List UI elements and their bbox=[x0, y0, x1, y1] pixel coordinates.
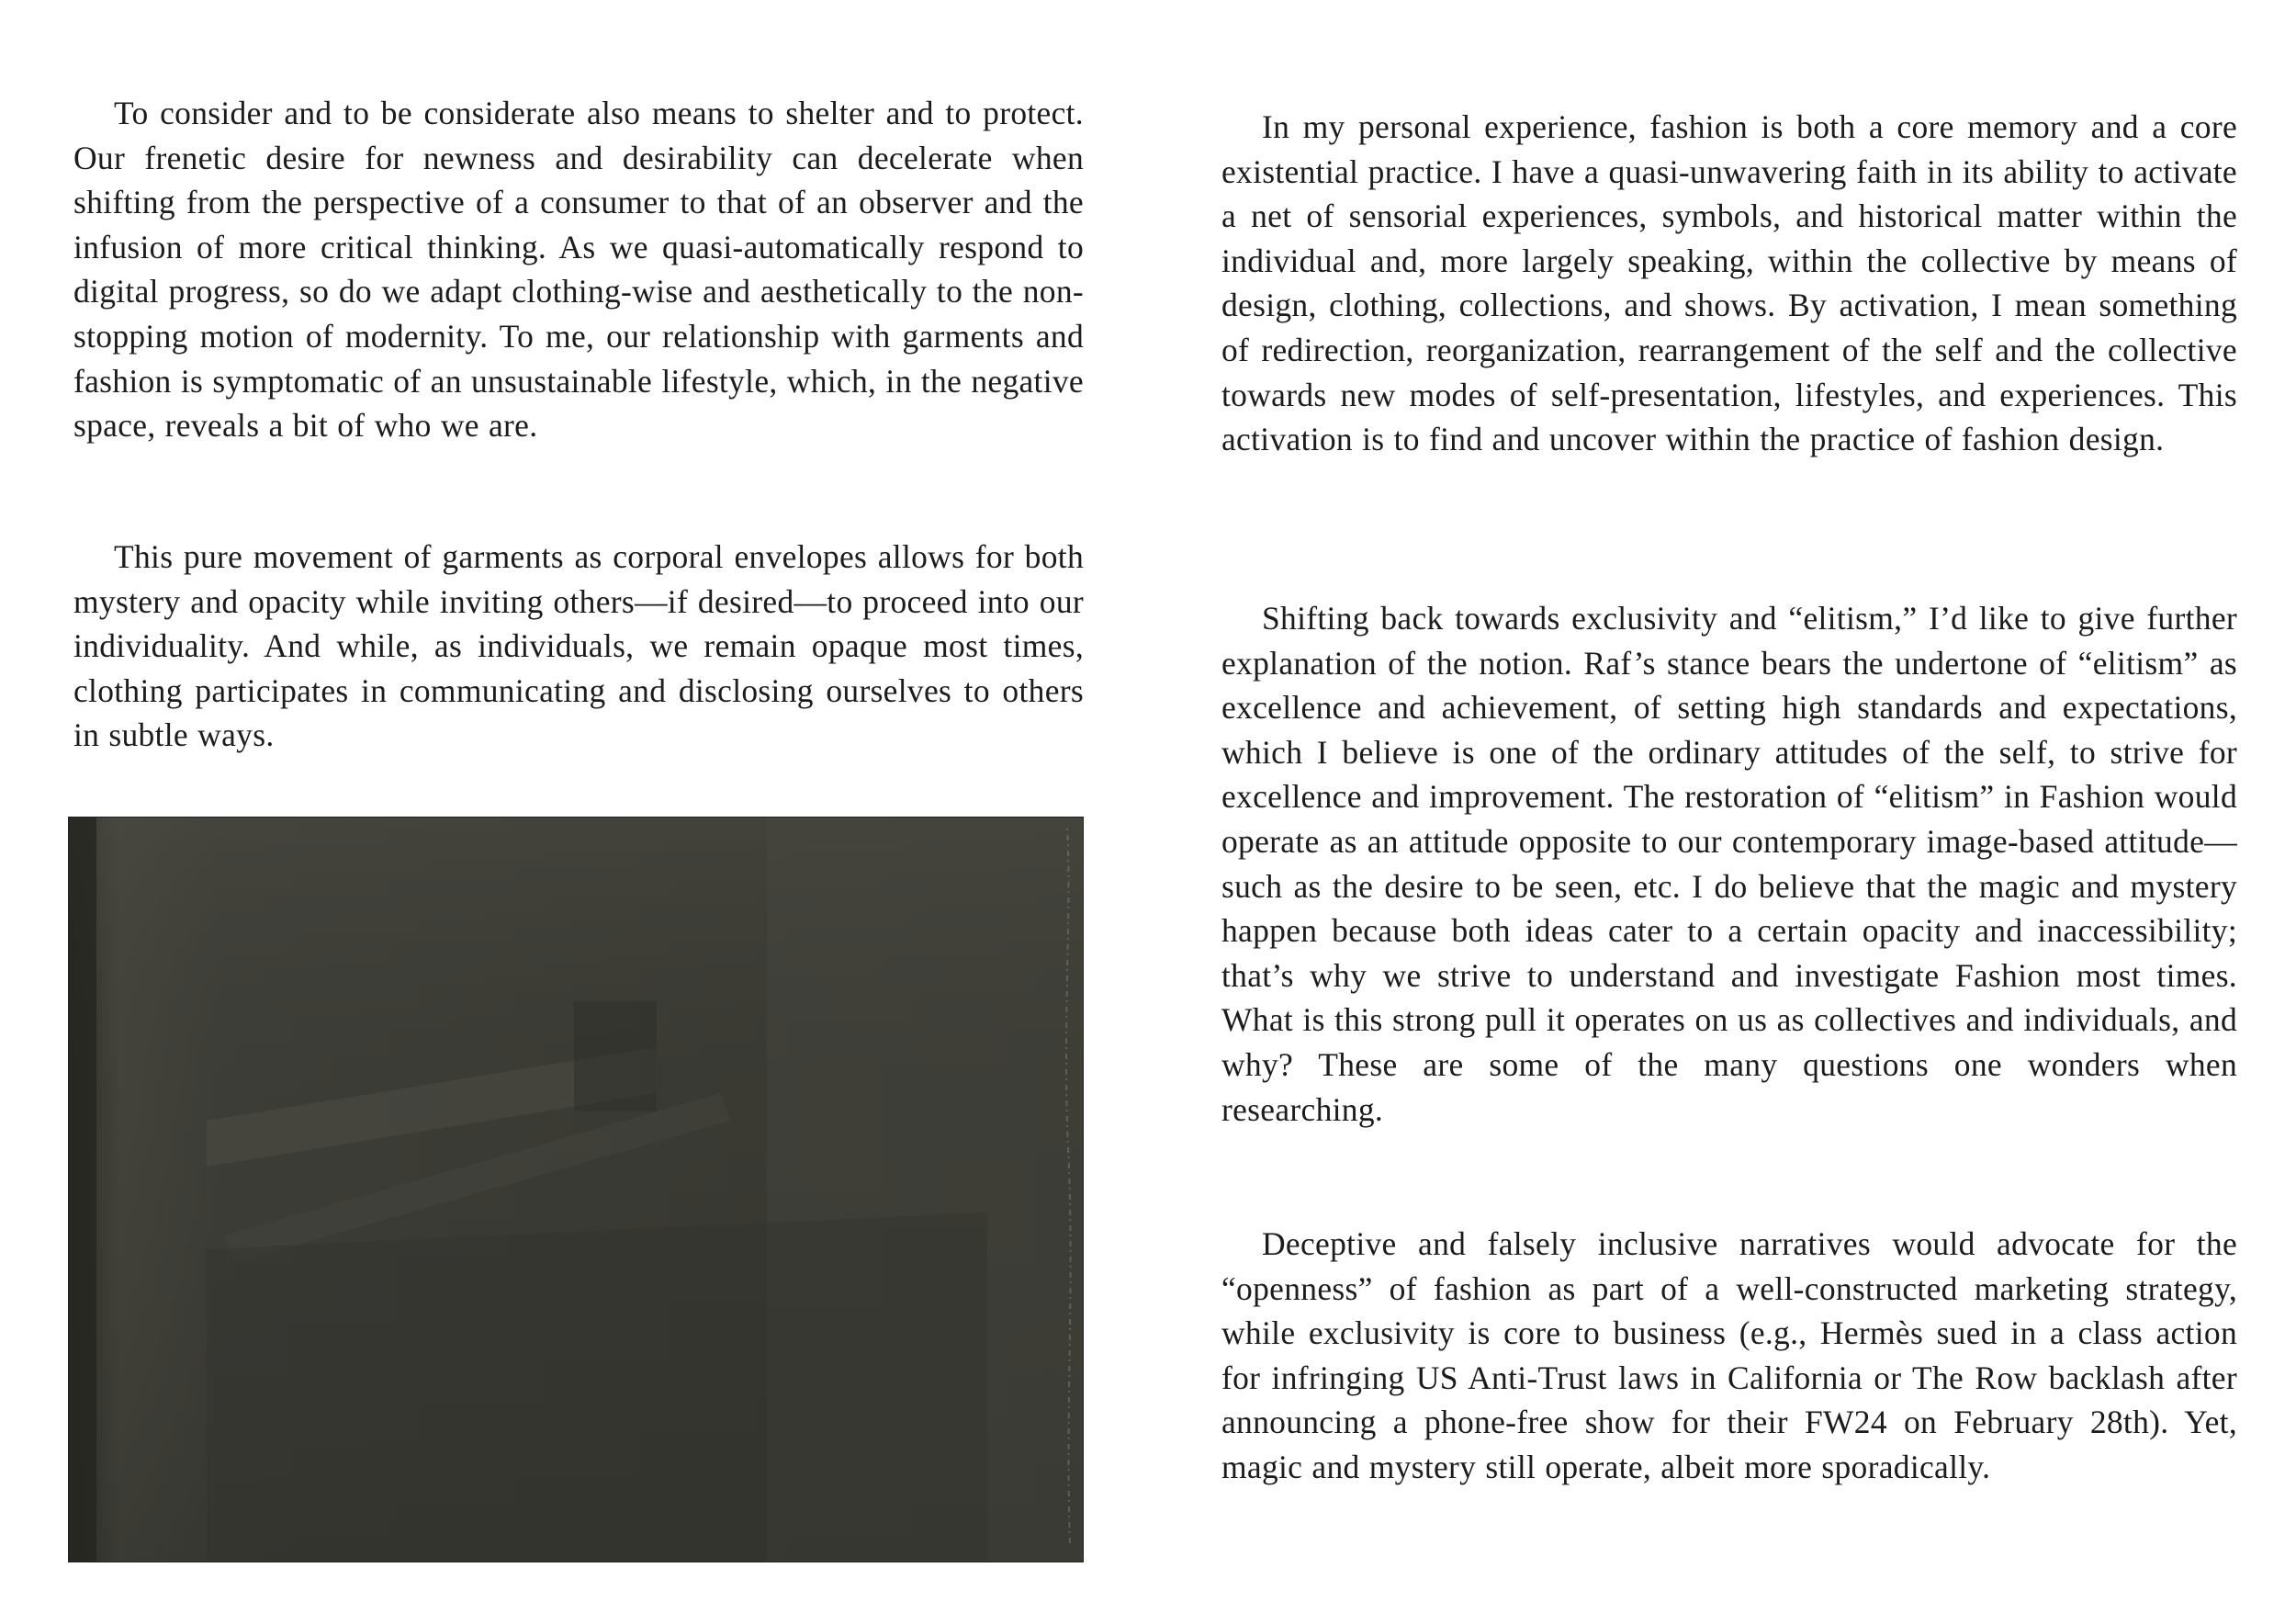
right-paragraph-3: Deceptive and falsely inclusive narratives would advocate for the “openness” of fashion as part of a well-constructed marketing strategy, while exclusivity is core to business (e.g., Hermès sued in a class action for infringing US Anti-Trust laws in California or The Row backlash after announcing a phone-free show for their FW24 on February 28th). Yet, magic and mystery still operate, albeit more sporadically. bbox=[1221, 1225, 2237, 1485]
right-paragraph-2: Shifting back towards exclusivity and “elitism,” I’d like to give further explanation of the notion. Raf’s stance bears the undertone of “elitism” as excellence and achievement, of setting high standards and expectations, which I believe is one of the ordinary attitudes of the self, to strive for excellence and improvement. The restoration of “elitism” in Fashion would operate as an attitude opposite to our contemporary image-based attitude—such as the desire to be seen, etc. I do believe that the magic and mystery happen because both ideas cater to a certain opacity and inaccessibility; that’s why we strive to understand and investigate Fashion most times. What is this strong pull it operates on us as collectives and individuals, and why? These are some of the many questions one wonders when researching. bbox=[1221, 600, 2237, 1128]
dark-photograph bbox=[68, 817, 1084, 1562]
left-paragraph-1: To consider and to be considerate also means to shelter and to protect. Our frenetic desire for newness and desirability can decelerate when shifting from the perspective of a consumer to that of an observer and the infusion of more critical thinking. As we quasi-automatically respond to digital progress, so do we adapt clothing-wise and aesthetically to the non-stopping motion of modernity. To me, our relationship with garments and fashion is symptomatic of an unsustainable lifestyle, which, in the negative space, reveals a bit of who we are. bbox=[73, 95, 1084, 445]
right-paragraph-1: In my personal experience, fashion is both a core memory and a core existential practice. I have a quasi-unwavering faith in its ability to activate a net of sensorial experiences, symbols, and historical matter within the individual and, more largely speaking, within the collective by means of design, clothing, collections, and shows. By activation, I mean something of redirection, reorganization, rearrangement of the self and the collective towards new modes of self-presentation, lifestyles, and experiences. This activation is to find and uncover within the practice of fashion design. bbox=[1221, 108, 2237, 458]
left-paragraph-2: This pure movement of garments as corporal envelopes allows for both mystery and opacity while inviting others—if desired—to proceed into our individuality. And while, as individuals, we remain opaque most times, clothing participates in communicating and disclosing ourselves to others in subtle ways. bbox=[73, 538, 1084, 754]
